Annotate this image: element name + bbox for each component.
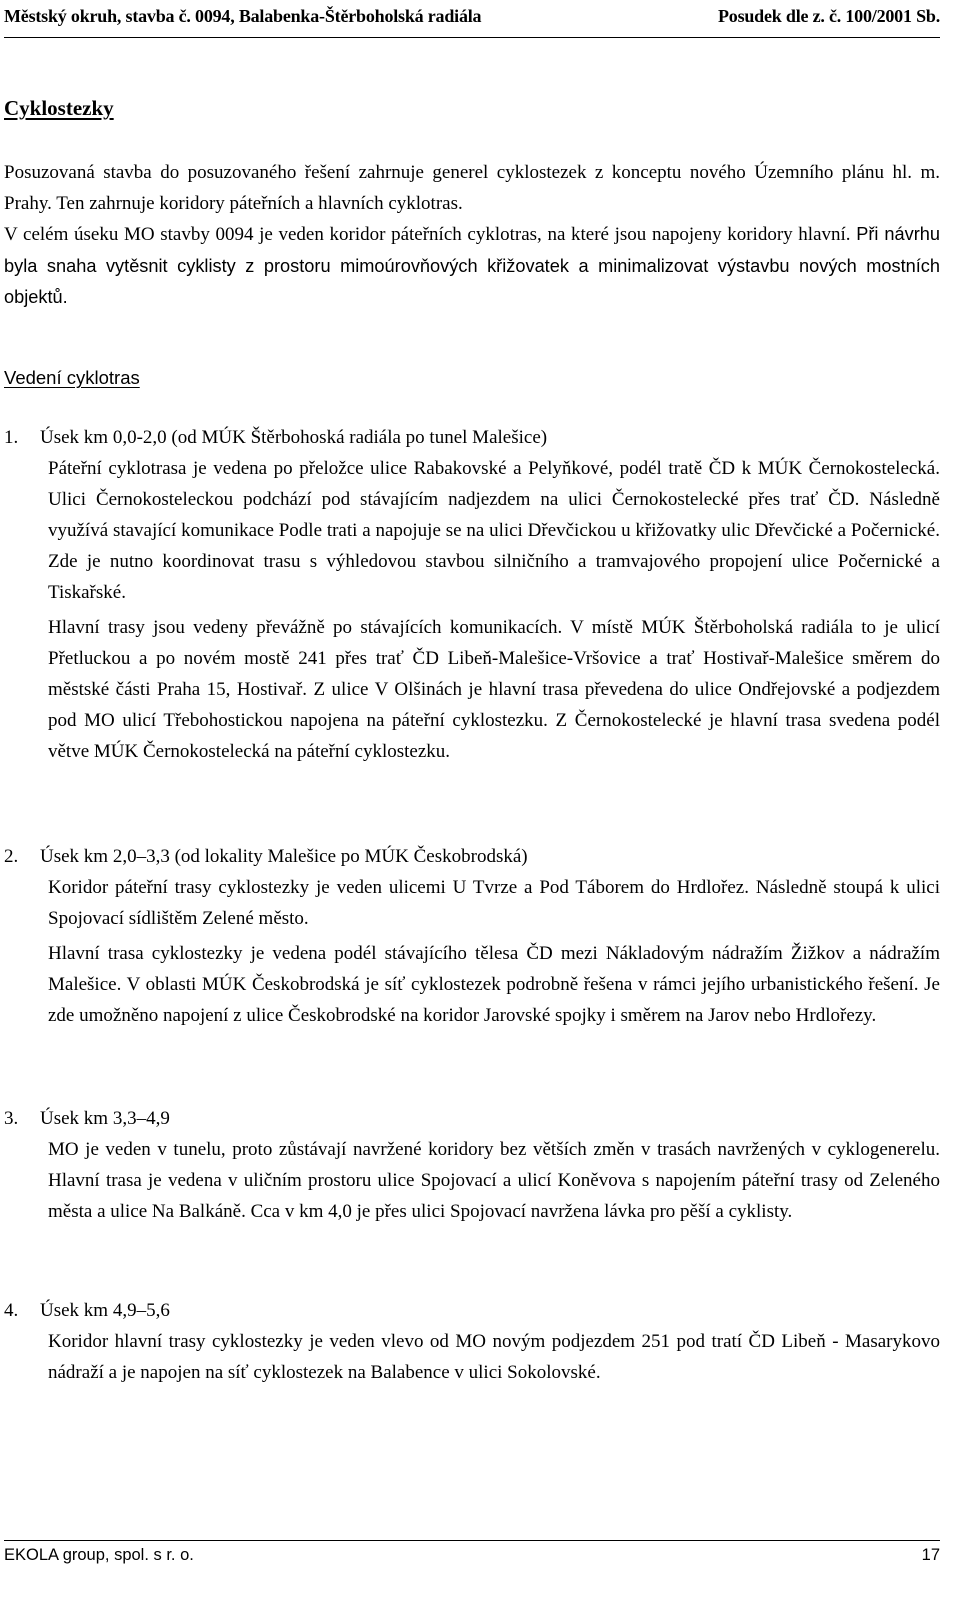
footer-divider bbox=[4, 1540, 940, 1541]
page-number: 17 bbox=[921, 1546, 940, 1564]
intro-paragraph-1: Posuzovaná stavba do posuzovaného řešení zahrnuje generel cyklostezek z konceptu nového Územního plánu hl. m. Prahy. Ten zahrnuje koridory páteřních a hlavních cyklotras. bbox=[4, 162, 940, 214]
section-paragraph: Páteřní cyklotrasa je vedena po přeložce ulice Rabakovské a Pelyňkové, podél tratě ČD k MÚK Černokostelecká. Ulici Černokosteleckou podchází pod stávajícím nadjezdem na ulici Černokostelecké přes trať ČD. Následně využívá stavající komunikace Podle trati a napojuje se na ulici Dřevčickou u křižovatky ulic Dřevčické a Počernické. Zde je nutno koordinovat trasu s výhledovou stavbou silničního a tramvajového propojení ulice Počernické a Tiskařské. bbox=[48, 458, 940, 603]
section-heading: Úsek km 3,3–4,9 bbox=[40, 1108, 170, 1129]
section-heading: Úsek km 0,0-2,0 (od MÚK Štěrbohoská radiála po tunel Malešice) bbox=[40, 427, 548, 448]
section-title bbox=[4, 1296, 940, 1326]
section-number: 2. bbox=[4, 846, 19, 867]
section-title bbox=[4, 423, 940, 453]
heading-vedeni-cyklotras: Vedení cyklotras bbox=[4, 367, 140, 388]
page-header bbox=[4, 6, 940, 27]
section-number: 3. bbox=[4, 1108, 19, 1129]
intro-paragraph-2b: Při návrhu byla snaha vytěsnit cyklisty z prostoru mimoúrovňových křižovatek a minimalizovat výstavbu nových mostních objektů. bbox=[4, 224, 941, 307]
section-4 bbox=[4, 1296, 940, 1388]
intro-paragraph-2a: V celém úseku MO stavby 0094 je veden koridor páteřních cyklotras, na které jsou napojeny koridory hlavní. bbox=[4, 224, 851, 245]
section-number: 1. bbox=[4, 427, 19, 448]
header-title: Městský okruh, stavba č. 0094, Balabenka-Štěrboholská radiála bbox=[4, 6, 482, 26]
footer-company: EKOLA group, spol. s r. o. bbox=[4, 1546, 194, 1564]
intro-paragraph-2 bbox=[4, 219, 940, 314]
page-footer bbox=[4, 1546, 940, 1565]
section-2 bbox=[4, 842, 940, 1031]
section-paragraph: Koridor páteřní trasy cyklostezky je veden ulicemi U Tvrze a Pod Táborem do Hrdlořez. Následně stoupá k ulici Spojovací sídlištěm Zelené město. bbox=[48, 877, 940, 929]
section-body bbox=[48, 453, 940, 767]
header-divider bbox=[4, 37, 940, 38]
section-body bbox=[48, 1134, 940, 1227]
intro-text bbox=[4, 158, 940, 314]
section-paragraph: Hlavní trasa cyklostezky je vedena podél stávajícího tělesa ČD mezi Nákladovým nádražím Žižkov a nádražím Malešice. V oblasti MÚK Českobrodská je síť cyklostezek podrobně řešena v rámci jejího urbanistického řešení. Je zde umožněno napojení z ulice Českobrodské na koridor Jarovské spojky i směrem na Jarov nebo Hrdlořezy. bbox=[48, 943, 940, 1026]
section-title bbox=[4, 842, 940, 872]
section-1 bbox=[4, 423, 940, 767]
section-body bbox=[48, 1326, 940, 1388]
heading-cyklostezky: Cyklostezky bbox=[4, 96, 114, 120]
header-reference: Posudek dle z. č. 100/2001 Sb. bbox=[717, 6, 940, 26]
section-paragraph: Hlavní trasy jsou vedeny převážně po stávajících komunikacích. V místě MÚK Štěrboholská radiála to je ulicí Přetluckou a po novém mostě 241 přes trať ČD Libeň-Malešice-Vršovice a trať Hostivař-Malešice směrem do městské části Praha 15, Hostivař. Z ulice V Olšinách je hlavní trasa převedena do ulice Ondřejovské a podjezdem pod MO ulicí Třebohostickou napojena na páteřní cyklostezku. Z Černokostelecké je hlavní trasa svedena podél větve MÚK Černokostelecká na páteřní cyklostezku. bbox=[48, 617, 940, 762]
section-heading: Úsek km 4,9–5,6 bbox=[40, 1300, 170, 1321]
section-number: 4. bbox=[4, 1300, 19, 1321]
section-3 bbox=[4, 1104, 940, 1227]
section-title bbox=[4, 1104, 940, 1134]
section-body bbox=[48, 872, 940, 1031]
section-paragraph: Koridor hlavní trasy cyklostezky je veden vlevo od MO novým podjezdem 251 pod tratí ČD Libeň - Masarykovo nádraží a je napojen na síť cyklostezek na Balabence v ulici Sokolovské. bbox=[48, 1331, 940, 1383]
section-heading: Úsek km 2,0–3,3 (od lokality Malešice po MÚK Českobrodská) bbox=[40, 846, 528, 867]
section-paragraph: MO je veden v tunelu, proto zůstávají navržené koridory bez větších změn v trasách navržených v cyklogenerelu. Hlavní trasa je vedena v uličním prostoru ulice Spojovací a ulicí Koněvova s napojením páteřní trasy od Zeleného města a ulice Na Balkáně. Cca v km 4,0 je přes ulici Spojovací navržena lávka pro pěší a cyklisty. bbox=[48, 1139, 940, 1222]
